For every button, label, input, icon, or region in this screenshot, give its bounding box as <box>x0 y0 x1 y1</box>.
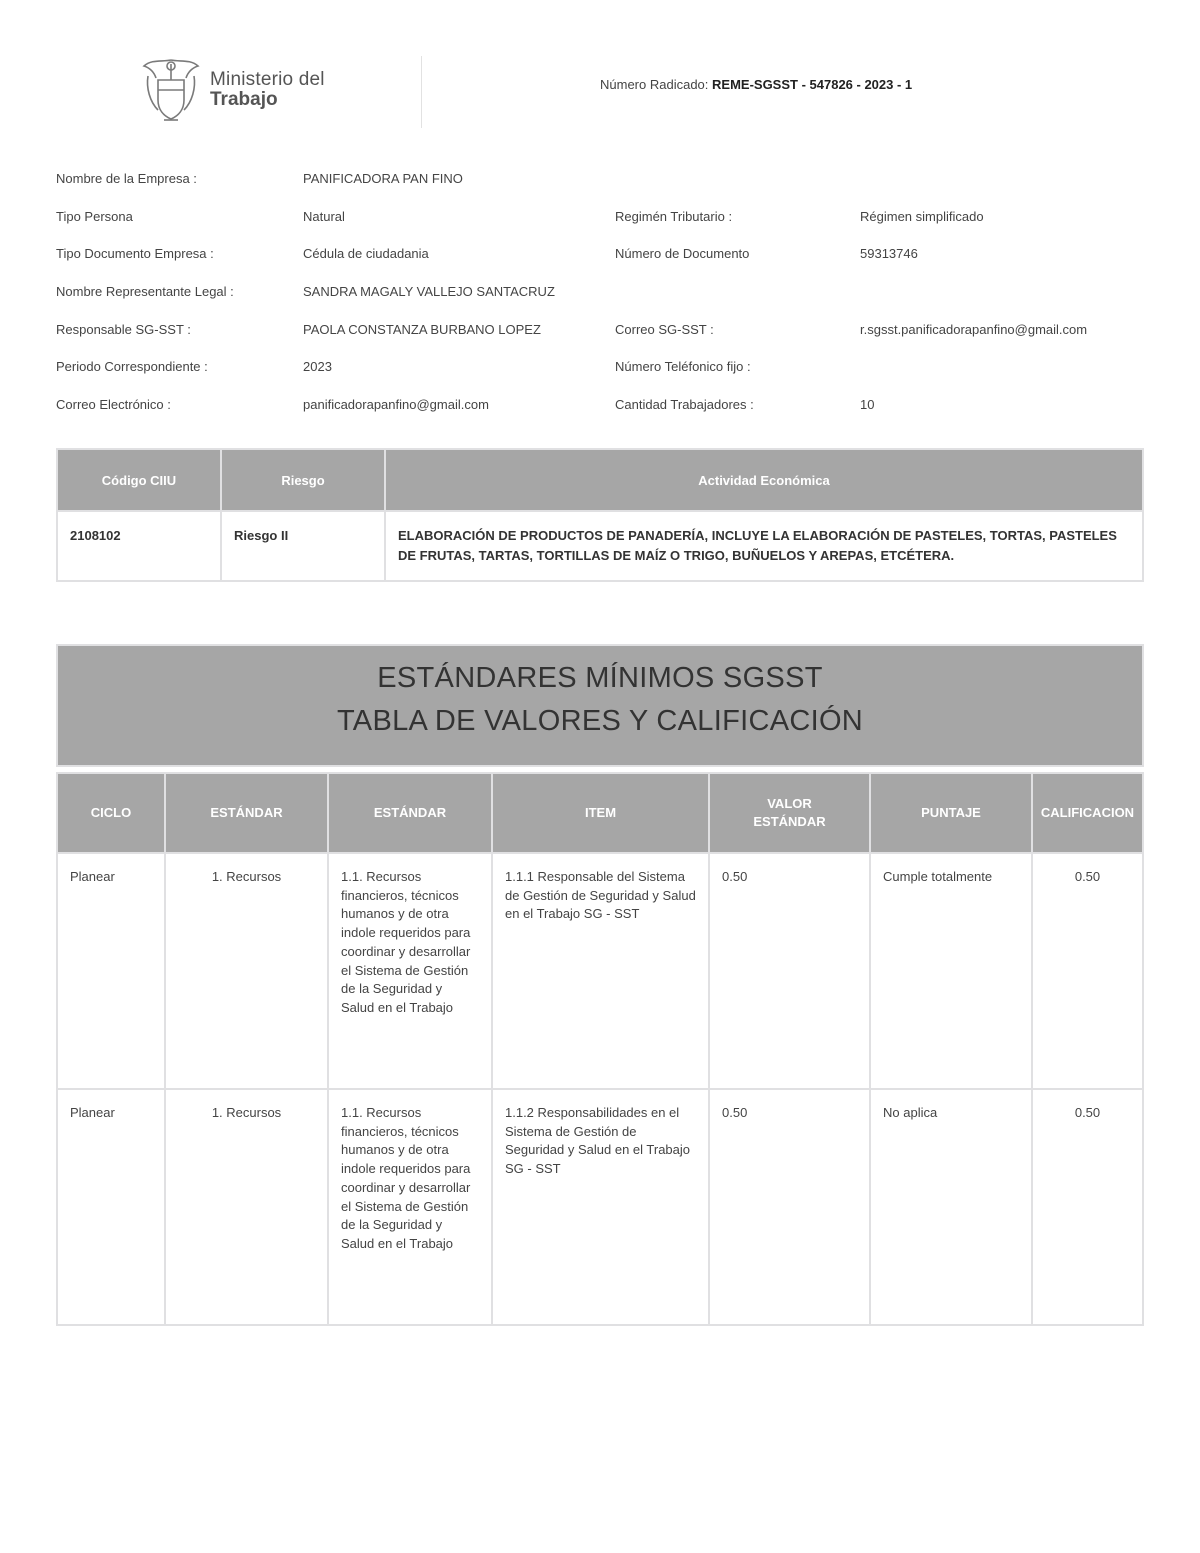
info-value: Régimen simplificado <box>860 208 984 224</box>
numero-radicado <box>600 77 912 92</box>
column-header: VALOR ESTÁNDAR <box>709 773 870 853</box>
info-row <box>56 348 1146 386</box>
company-info <box>56 160 1146 424</box>
column-header: ESTÁNDAR <box>328 773 492 853</box>
info-row <box>56 386 1146 424</box>
info-value: PANIFICADORA PAN FINO <box>303 171 463 186</box>
radicado-label: Número Radicado: <box>600 77 709 92</box>
logo-line-2: Trabajo <box>210 89 278 110</box>
info-value: 10 <box>860 397 875 413</box>
info-value: Natural <box>303 208 345 224</box>
info-value: panificadorapanfino@gmail.com <box>303 397 489 413</box>
valor-cell: 0.50 <box>709 853 870 1089</box>
substandard-cell: 1.1. Recursos financieros, técnicos humanos y de otra indole requeridos para coordinar y desarrollar el Sistema de Gestión de la Seguridad y Salud en el Trabajo <box>328 853 492 1089</box>
calificacion-cell: 0.50 <box>1032 1089 1143 1325</box>
substandard-cell: 1.1. Recursos financieros, técnicos humanos y de otra indole requeridos para coordinar y desarrollar el Sistema de Gestión de la Seguridad y Salud en el Trabajo <box>328 1089 492 1325</box>
info-value: r.sgsst.panificadorapanfino@gmail.com <box>860 321 1088 337</box>
info-row <box>56 198 1146 236</box>
valor-cell: 0.50 <box>709 1089 870 1325</box>
puntaje-cell: No aplica <box>870 1089 1032 1325</box>
item-cell: 1.1.2 Responsabilidades en el Sistema de Gestión de Seguridad y Salud en el Trabajo SG - SST <box>492 1089 709 1325</box>
info-value: 59313746 <box>860 246 918 262</box>
info-label: Cantidad Trabajadores : <box>615 397 754 413</box>
economic-activity: ELABORACIÓN DE PRODUCTOS DE PANADERÍA, INCLUYE LA ELABORACIÓN DE PASTELES, TORTAS, PASTELES DE FRUTAS, TARTAS, TORTILLAS DE MAÍZ O TRIGO, BUÑUELOS Y AREPAS, ETCÉTERA. <box>385 511 1143 581</box>
info-row <box>56 160 1146 198</box>
info-label: Periodo Correspondiente : <box>56 359 208 375</box>
section-banner <box>56 644 1144 767</box>
column-header: ESTÁNDAR <box>165 773 328 853</box>
coat-of-arms-icon <box>138 56 204 124</box>
column-header: PUNTAJE <box>870 773 1032 853</box>
table-header-row <box>57 773 1143 853</box>
table-header-row <box>57 449 1143 511</box>
standards-table <box>56 772 1144 1326</box>
column-header: CALIFICACION <box>1032 773 1143 853</box>
ciiu-table <box>56 448 1144 582</box>
estandar-cell: 1. Recursos <box>165 853 328 1089</box>
info-label: Correo SG-SST : <box>615 321 714 337</box>
ciclo-cell: Planear <box>57 853 165 1089</box>
info-label: Responsable SG-SST : <box>56 321 191 337</box>
column-header: CICLO <box>57 773 165 853</box>
column-header: Código CIIU <box>57 449 221 511</box>
info-row <box>56 273 1146 311</box>
banner-title: ESTÁNDARES MÍNIMOS SGSST <box>377 662 823 694</box>
info-value: Cédula de ciudadania <box>303 246 429 262</box>
document-header <box>0 0 1200 140</box>
table-row <box>57 511 1143 581</box>
info-label: Nombre de la Empresa : <box>56 171 197 186</box>
info-value: PAOLA CONSTANZA BURBANO LOPEZ <box>303 321 541 337</box>
info-label: Tipo Persona <box>56 208 133 224</box>
info-label: Nombre Representante Legal : <box>56 284 234 300</box>
info-label: Tipo Documento Empresa : <box>56 246 214 262</box>
puntaje-cell: Cumple totalmente <box>870 853 1032 1089</box>
info-label: Número de Documento <box>615 246 750 262</box>
header-divider <box>421 56 422 128</box>
ciiu-code: 2108102 <box>57 511 221 581</box>
calificacion-cell: 0.50 <box>1032 853 1143 1089</box>
table-row <box>57 1089 1143 1325</box>
risk-level: Riesgo II <box>221 511 385 581</box>
info-value: 2023 <box>303 359 332 375</box>
ministerio-logo <box>138 56 325 124</box>
column-header: ITEM <box>492 773 709 853</box>
table-row <box>57 853 1143 1089</box>
column-header: Riesgo <box>221 449 385 511</box>
radicado-value: REME-SGSST - 547826 - 2023 - 1 <box>712 77 913 92</box>
item-cell: 1.1.1 Responsable del Sistema de Gestión de Seguridad y Salud en el Trabajo SG - SST <box>492 853 709 1089</box>
column-header: Actividad Económica <box>385 449 1143 511</box>
info-label: Correo Electrónico : <box>56 397 171 413</box>
info-row <box>56 311 1146 349</box>
ciclo-cell: Planear <box>57 1089 165 1325</box>
info-value: SANDRA MAGALY VALLEJO SANTACRUZ <box>303 284 555 300</box>
banner-subtitle: TABLA DE VALORES Y CALIFICACIÓN <box>336 705 864 737</box>
info-label: Número Teléfonico fijo : <box>615 359 751 375</box>
info-row <box>56 235 1146 273</box>
info-label: Regimén Tributario : <box>615 208 733 224</box>
estandar-cell: 1. Recursos <box>165 1089 328 1325</box>
logo-line-1: Ministerio del <box>210 69 325 90</box>
